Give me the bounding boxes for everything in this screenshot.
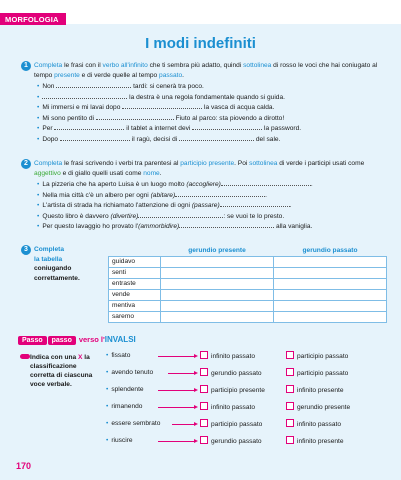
- item-verb: (ammorbidire): [138, 223, 180, 230]
- table-cell-input[interactable]: [274, 289, 387, 300]
- invalsi-row: • fissato infinito passato participio passato: [106, 352, 349, 360]
- item-text: Per: [42, 125, 55, 132]
- option-label: participio passato: [297, 370, 349, 377]
- exercise-number: 2: [21, 159, 31, 169]
- section-tag: MORFOLOGIA: [0, 13, 66, 25]
- instr-part: e di giallo quelli usati come: [60, 169, 144, 177]
- item-text: La pizzeria che ha aperto Luisa è un luogo molto: [42, 181, 187, 188]
- passo-badge: Passo: [18, 336, 47, 345]
- table-row: [109, 278, 387, 289]
- instr-part: correttamente.: [34, 274, 80, 282]
- instr-part: le frasi scrivendo i verbi tra parentesi al: [62, 160, 181, 167]
- blank-field[interactable]: [56, 82, 131, 88]
- exercise-number: 3: [21, 245, 31, 255]
- option-label: gerundio passato: [211, 438, 262, 445]
- instr-part: . Poi: [234, 160, 250, 167]
- blank-field[interactable]: [220, 201, 290, 207]
- invalsi-row: • splendente participio presente infinito presente: [106, 386, 344, 394]
- list-item: • Questo libro è davvero (divertire) : se vuoi te lo presto.: [37, 212, 285, 220]
- table-cell-input[interactable]: [161, 278, 274, 289]
- verso-label: [79, 335, 136, 344]
- table-cell-input[interactable]: [161, 289, 274, 300]
- list-item: • L'artista di strada ha richiamato l'attenzione di ogni (passare) .: [37, 202, 292, 209]
- item-text: .: [265, 191, 268, 199]
- item-text: la destra è una regola fondamentale quando si guida.: [127, 93, 285, 101]
- instr-part: participio presente: [180, 160, 235, 167]
- checkbox[interactable]: [200, 436, 208, 444]
- invalsi-verb: avendo tenuto: [111, 369, 154, 376]
- instr-part: che ti sembra più adatto, quindi: [147, 62, 244, 69]
- instr-part: le frasi con il: [62, 62, 103, 69]
- checkbox[interactable]: [200, 402, 208, 410]
- item-text: alla vaniglia.: [274, 223, 313, 230]
- item-verb: (passare): [191, 202, 220, 209]
- list-item: • La pizzeria che ha aperto Luisa è un luogo molto (accogliere) .: [37, 181, 313, 188]
- instr-part: passato: [159, 71, 183, 79]
- blank-field[interactable]: [179, 135, 254, 141]
- instr-part: Completa: [34, 62, 63, 69]
- table-cell-input[interactable]: [274, 256, 387, 267]
- instr-part: X: [78, 354, 83, 361]
- table-verb: senti: [109, 267, 161, 278]
- table-cell-input[interactable]: [161, 267, 274, 278]
- instr-part: presente: [54, 71, 80, 79]
- page-number: 170: [16, 461, 32, 471]
- table-cell-input[interactable]: [274, 267, 387, 278]
- option-label: infinito passato: [211, 353, 255, 360]
- exercise-1-instructions: [18, 61, 388, 80]
- instr-part: sottolinea: [249, 160, 278, 167]
- item-text: .: [310, 181, 313, 188]
- instr-part: verbo all'infinito: [102, 62, 148, 69]
- table-cell-input[interactable]: [274, 300, 387, 311]
- blank-field[interactable]: [122, 103, 202, 109]
- arrow-icon: [172, 424, 196, 425]
- list-item: • Nella mia città c'è un albero per ogni (abitare) .: [37, 191, 268, 199]
- checkbox[interactable]: [200, 351, 208, 359]
- table-verb: mentiva: [109, 300, 161, 311]
- instr-part: coniugando: [34, 265, 72, 272]
- invalsi-brand: INVALSI: [104, 335, 136, 344]
- arrow-icon: [168, 373, 196, 374]
- table-cell-input[interactable]: [274, 311, 387, 322]
- table-cell-input[interactable]: [274, 278, 387, 289]
- table-cell-input[interactable]: [161, 300, 274, 311]
- blank-field[interactable]: [42, 93, 127, 99]
- checkbox[interactable]: [200, 368, 208, 376]
- item-text: Dopo: [42, 135, 60, 143]
- option-label: participio passato: [211, 421, 263, 428]
- table-header-gerund-present: gerundio presente: [161, 245, 274, 256]
- instr-part: .: [159, 169, 162, 177]
- invalsi-verb: fissato: [111, 352, 131, 359]
- item-text: Fiuto al parco: sta piovendo a dirotto!: [173, 114, 285, 122]
- arrow-icon: [158, 356, 196, 357]
- blank-field[interactable]: [179, 222, 274, 228]
- table-row: [109, 256, 387, 267]
- invalsi-verb: essere sembrato: [111, 420, 161, 427]
- instr-part: Indica con una: [30, 354, 78, 361]
- list-item: • Mi immersi e mi lavai dopo la vasca di acqua calda.: [37, 104, 275, 111]
- exercise-3-instructions: [18, 245, 88, 283]
- instr-part: Completa: [34, 246, 65, 253]
- item-text: Mi sono pentito di: [42, 114, 96, 122]
- item-text: del sale.: [254, 135, 281, 143]
- table-corner: [109, 245, 161, 256]
- option-label: participio presente: [211, 387, 265, 394]
- blank-field[interactable]: [54, 124, 124, 130]
- list-item: • Dopo il ragù, decisi di del sale.: [37, 135, 281, 143]
- item-text: Mi immersi e mi lavai dopo: [42, 104, 123, 111]
- item-text: Non: [42, 83, 57, 90]
- blank-field[interactable]: [60, 135, 130, 141]
- checkbox[interactable]: [286, 368, 294, 376]
- table-row: [109, 289, 387, 300]
- table-verb: entraste: [109, 278, 161, 289]
- instr-part: .: [182, 71, 184, 79]
- checkbox[interactable]: [286, 402, 294, 410]
- invalsi-banner: [18, 335, 136, 347]
- checkbox[interactable]: [286, 385, 294, 393]
- instr-part: Completa: [34, 160, 63, 167]
- option-label: infinito presente: [297, 387, 344, 394]
- table-cell-input[interactable]: [161, 256, 274, 267]
- invalsi-verb: rimanendo: [111, 403, 143, 410]
- instr-part: aggettivo: [34, 169, 61, 177]
- arrow-icon: [158, 441, 196, 442]
- blank-field[interactable]: [192, 124, 262, 130]
- instr-part: sottolinea: [243, 62, 272, 69]
- verso-text: verso l': [78, 335, 105, 344]
- item-text: il tablet a internet devi: [124, 125, 193, 132]
- item-text: L'artista di strada ha richiamato l'attenzione di ogni: [42, 202, 192, 209]
- table-row: [109, 300, 387, 311]
- pencil-icon: [20, 354, 30, 359]
- invalsi-row: • essere sembrato participio passato infinito passato: [106, 420, 341, 428]
- blank-field[interactable]: [138, 212, 223, 218]
- list-item: • Non tardi: si cenerà tra poco.: [37, 83, 204, 90]
- invalsi-row: • avendo tenuto gerundio passato participio passato: [106, 369, 349, 377]
- option-label: gerundio passato: [211, 370, 262, 377]
- option-label: participio passato: [297, 353, 349, 360]
- item-text: la password.: [262, 125, 302, 132]
- table-row: [109, 267, 387, 278]
- list-item: • Per il tablet a internet devi la password.: [37, 125, 302, 132]
- checkbox[interactable]: [286, 419, 294, 427]
- option-label: infinito presente: [297, 438, 344, 445]
- instr-part: di rosso le voci che hai coniugato al tempo: [34, 62, 378, 79]
- instr-part: nome: [143, 169, 160, 177]
- checkbox[interactable]: [286, 351, 294, 359]
- instr-part: la classificazione corretta di ciascuna voce verbale.: [30, 354, 93, 388]
- list-item: • la destra è una regola fondamentale quando si guida.: [37, 93, 285, 101]
- option-label: infinito passato: [211, 404, 255, 411]
- item-verb: (accogliere): [186, 181, 221, 188]
- checkbox[interactable]: [200, 385, 208, 393]
- exercise-number: 1: [21, 61, 31, 71]
- blank-field[interactable]: [96, 114, 174, 120]
- checkbox[interactable]: [200, 419, 208, 427]
- instr-part: la tabella: [34, 255, 63, 263]
- item-text: Per questo lavaggio ho provato l': [42, 223, 139, 230]
- table-verb: guidavo: [109, 256, 161, 267]
- exercise-2: [18, 159, 388, 233]
- item-text: Nella mia città c'è un albero per ogni: [42, 191, 151, 199]
- checkbox[interactable]: [286, 436, 294, 444]
- option-label: infinito passato: [297, 421, 341, 428]
- blank-field[interactable]: [221, 180, 311, 186]
- item-text: : se vuoi te lo presto.: [223, 212, 285, 220]
- table-header-gerund-past: gerundio passato: [274, 245, 387, 256]
- page-title: I modi indefiniti: [145, 35, 256, 52]
- item-text: la vasca di acqua calda.: [202, 104, 275, 111]
- instr-part: e di verde quelle al tempo: [79, 71, 160, 79]
- blank-field[interactable]: [175, 191, 268, 199]
- item-text: il ragù, decisi di: [129, 135, 180, 143]
- invalsi-instructions: [30, 353, 100, 389]
- passo-badge: passo: [48, 336, 76, 345]
- item-text: Questo libro è davvero: [42, 212, 111, 220]
- arrow-icon: [158, 390, 196, 391]
- invalsi-row: • rimanendo infinito passato gerundio presente: [106, 403, 351, 411]
- list-item: • Per questo lavaggio ho provato l'(ammorbidire) alla vaniglia.: [37, 223, 313, 230]
- option-label: gerundio presente: [297, 404, 351, 411]
- item-verb: (divertire): [110, 212, 139, 220]
- item-verb: (abitare): [150, 191, 176, 199]
- item-text: tardi: si cenerà tra poco.: [131, 83, 204, 90]
- table-verb: vende: [109, 289, 161, 300]
- invalsi-verb: splendente: [111, 386, 144, 393]
- table-cell-input[interactable]: [161, 311, 274, 322]
- table-row: [109, 311, 387, 322]
- gerund-table: [108, 245, 387, 323]
- exercise-1: [18, 61, 388, 145]
- invalsi-row: • riuscire gerundio passato infinito presente: [106, 437, 344, 445]
- list-item: • Mi sono pentito di Fiuto al parco: sta piovendo a dirotto!: [37, 114, 285, 122]
- item-text: .: [289, 202, 292, 209]
- invalsi-verb: riuscire: [111, 437, 133, 444]
- instr-part: di verde i participi usati come: [277, 160, 365, 167]
- arrow-icon: [158, 407, 196, 408]
- exercise-2-instructions: [18, 159, 388, 178]
- table-verb: saremo: [109, 311, 161, 322]
